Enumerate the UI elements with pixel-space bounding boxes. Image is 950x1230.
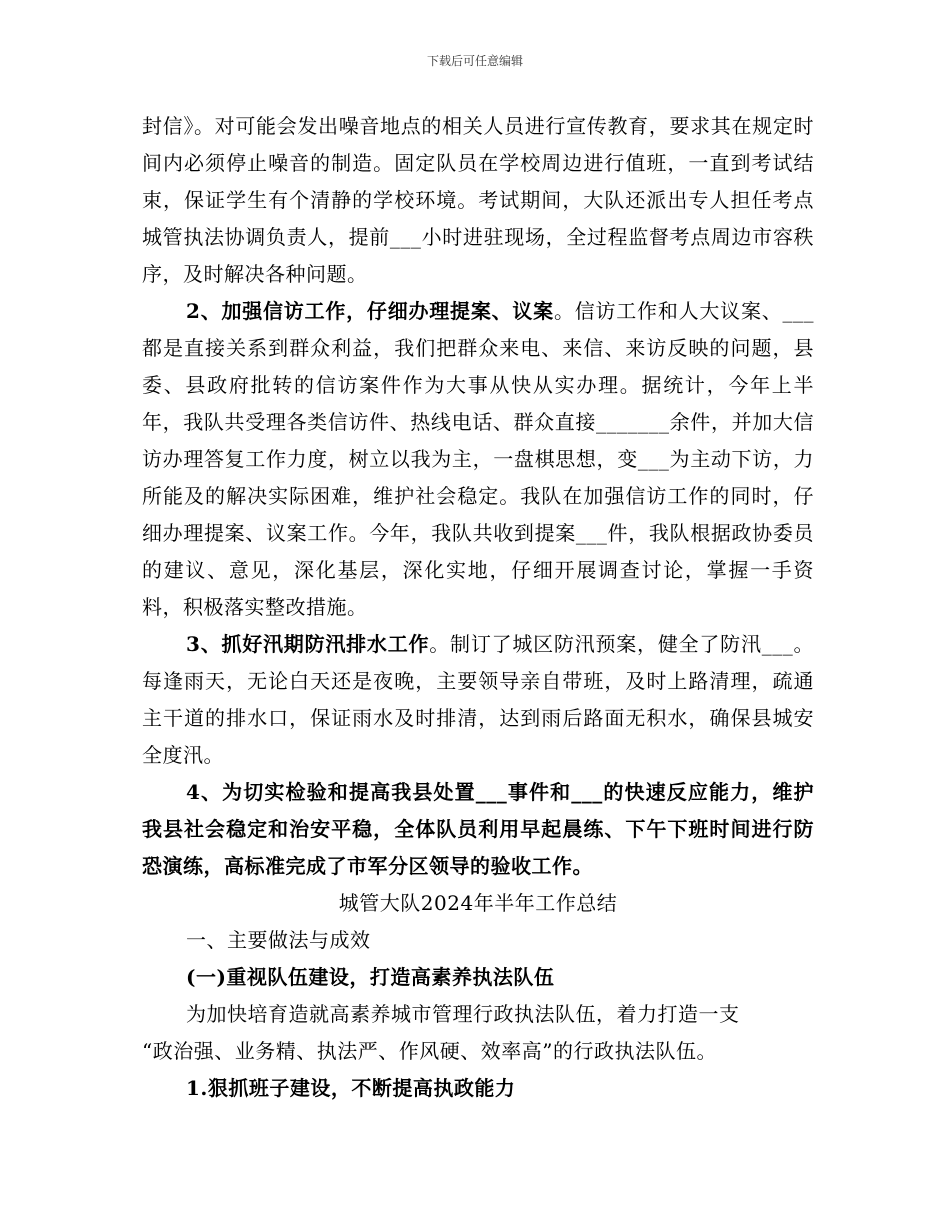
paragraph-anti-terror-drill: 4、为切实检验和提高我县处置___事件和___的快速反应能力，维护我县社会稳定和治安平稳，全体队员利用早起晨练、下午下班时间进行防恐演练，高标准完成了市军分区领导的验收工作。 bbox=[142, 780, 814, 878]
document-body bbox=[142, 108, 814, 1107]
paragraph-text: 。信访工作和人大议案、___都是直接关系到群众利益，我们把群众来电、来信、来访反映的问题，县委、县政府批转的信访案件作为大事从快从实办理。据统计，今年上半年，我队共受理各类信访件、热线电话、群众直接_______余件，并加大信访办理答复工作力度，树立以我为主，一盘棋思想，变___为主动下访，力所能及的解决实际困难，维护社会稳定。我队在加强信访工作的同时，仔细办理提案、议案工作。今年，我队共收到提案___件，我队根据政协委员的建议、意见，深化基层，深化实地，仔细开展调查讨论，掌握一手资料，积极落实整改措施。 bbox=[142, 299, 815, 619]
paragraph-heading: 3、抓好汛期防汛排水工作 bbox=[186, 632, 430, 656]
paragraph-flood-control bbox=[142, 626, 814, 774]
paragraph-team-building-line1: 为加快培育造就高素养城市管理行政执法队伍，着力打造一支 bbox=[186, 1002, 740, 1026]
section-heading-3: 1.狠抓班子建设，不断提高执政能力 bbox=[186, 1076, 516, 1100]
section-heading-2: (一)重视队伍建设，打造高素养执法队伍 bbox=[186, 965, 555, 989]
paragraph-text: 。制订了城区防汛预案，健全了防汛___。每逢雨天，无论白天还是夜晚，主要领导亲自带班，及时上路清理，疏通主干道的排水口，保证雨水及时排清，达到雨后路面无积水，确保县城安全度汛。 bbox=[142, 632, 815, 767]
paragraph-petition-work bbox=[142, 293, 814, 626]
section-heading-1: 一、主要做法与成效 bbox=[186, 928, 371, 952]
paragraph-heading: 2、加强信访工作，仔细办理提案、议案 bbox=[186, 299, 554, 323]
paragraph-noise-control: 封信》。对可能会发出噪音地点的相关人员进行宣传教育，要求其在规定时间内必须停止噪音的制造。固定队员在学校周边进行值班，一直到考试结束，保证学生有个清静的学校环境。考试期间，大队还派出专人担任考点城管执法协调负责人，提前___小时进驻现场，全过程监督考点周边市容秩序，及时解决各种问题。 bbox=[142, 114, 814, 286]
paragraph-team-building-line2: “政治强、业务精、执法严、作风硬、效率高”的行政执法队伍。 bbox=[142, 1039, 717, 1063]
page-header: 下载后可任意编辑 bbox=[426, 54, 523, 68]
document-title: 城管大队2024年半年工作总结 bbox=[338, 891, 618, 915]
